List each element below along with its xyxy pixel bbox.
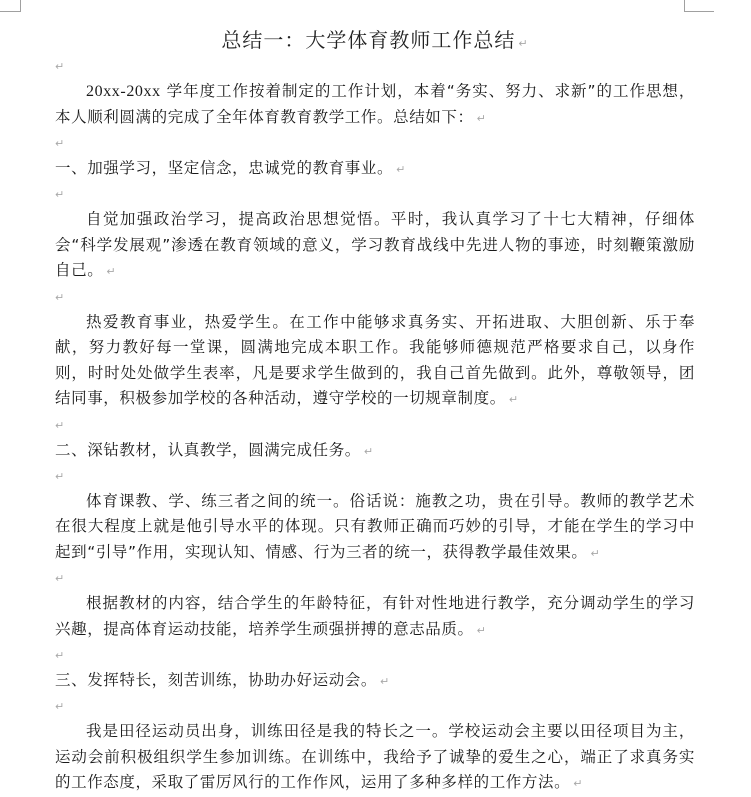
- document-title: [55, 26, 695, 54]
- empty-paragraph: [55, 464, 695, 489]
- paragraph-text: 热爱教育事业，热爱学生。在工作中能够求真务实、开拓进取、大胆创新、乐于奉献，努力教好每一堂课，圆满地完成本职工作。我能够师德规范严格要求自己，以身作则，时时处处做学生表率，凡是要求学生做到的，我自己首先做到。此外，尊敬领导，团结同事，积极参加学校的各种活动，遵守学校的一切规章制度。: [55, 312, 695, 407]
- paragraph-mark-icon: ↵: [508, 393, 519, 406]
- paragraph-text: 学年度工作按着制定的工作计划，本着“务实、努力、求新”的工作思想，本人顺利圆满的完成了全年体育教育教学工作。总结如下：: [55, 82, 695, 126]
- heading-text: 二、深钻教材，认真教学，圆满完成任务。: [55, 440, 361, 459]
- body-paragraph: [55, 719, 695, 797]
- paragraph-text: 体育课教、学、练三者之间的统一。俗话说：施教之功，贵在引导。教师的教学艺术在很大程度上就是他引导水平的体现。只有教师正确而巧妙的引导，才能在学生的学习中起到“引导”作用，实现认知、情感、行为三者的统一，获得教学最佳效果。: [55, 491, 695, 561]
- body-paragraph: [55, 591, 695, 643]
- empty-paragraph: [55, 182, 695, 207]
- paragraph-mark-icon: ↵: [396, 163, 406, 176]
- title-text: 总结一：大学体育教师工作总结: [221, 28, 516, 52]
- paragraph-mark-icon: ↵: [590, 546, 601, 560]
- paragraph-mark-icon: ↵: [55, 137, 65, 150]
- page-corner-mark-top-left: [0, 0, 21, 12]
- year-range: 20xx-20xx: [86, 83, 161, 100]
- paragraph-mark-icon: ↵: [573, 777, 584, 790]
- paragraph-mark-icon: ↵: [55, 649, 65, 662]
- document-page[interactable]: [55, 26, 695, 797]
- paragraph-mark-icon: ↵: [476, 623, 487, 637]
- section-heading-2: [55, 438, 695, 464]
- empty-paragraph: [55, 131, 695, 156]
- paragraph-mark-icon: ↵: [55, 60, 65, 73]
- empty-paragraph: [55, 694, 695, 719]
- paragraph-mark-icon: ↵: [55, 418, 65, 432]
- empty-paragraph: [55, 413, 695, 438]
- empty-paragraph: [55, 643, 695, 668]
- heading-text: 三、发挥特长，刻苦训练，协助办好运动会。: [55, 671, 378, 689]
- section-heading-3: [55, 668, 695, 694]
- body-paragraph: [55, 310, 695, 413]
- body-paragraph: [55, 79, 695, 131]
- section-heading-1: [55, 156, 695, 182]
- paragraph-text: 自觉加强政治学习，提高政治思想觉悟。平时，我认真学习了十七大精神，仔细体会“科学发展观”渗透在教育领域的意义，学习教育战线中先进人物的事迹，时刻鞭策激励自己。: [55, 210, 695, 279]
- paragraph-mark-icon: ↵: [380, 675, 390, 688]
- paragraph-mark-icon: ↵: [518, 37, 529, 50]
- page-corner-mark-top-right: [684, 0, 714, 12]
- paragraph-mark-icon: ↵: [363, 444, 374, 458]
- paragraph-mark-icon: ↵: [106, 265, 117, 278]
- paragraph-mark-icon: ↵: [55, 572, 65, 585]
- paragraph-mark-icon: ↵: [476, 111, 487, 125]
- empty-paragraph: [55, 285, 695, 310]
- heading-text: 一、加强学习，坚定信念，忠诚党的教育事业。: [55, 159, 394, 177]
- body-paragraph: [55, 489, 695, 567]
- paragraph-mark-icon: ↵: [55, 700, 65, 713]
- body-paragraph: [55, 207, 695, 285]
- paragraph-mark-icon: ↵: [55, 469, 65, 483]
- paragraph-text: 我是田径运动员出身，训练田径是我的特长之一。学校运动会主要以田径项目为主，运动会前积极组织学生参加训练。在训练中，我给予了诚挚的爱生之心，端正了求真务实的工作态度，采取了雷厉风行的工作作风，运用了多种多样的工作方法。: [55, 722, 695, 791]
- empty-paragraph: [55, 566, 695, 591]
- paragraph-mark-icon: ↵: [55, 290, 65, 304]
- empty-paragraph: [55, 54, 695, 79]
- paragraph-text: 根据教材的内容，结合学生的年龄特征，有针对性地进行教学，充分调动学生的学习兴趣，提高体育运动技能，培养学生顽强拼搏的意志品质。: [55, 594, 695, 638]
- paragraph-mark-icon: ↵: [55, 188, 65, 201]
